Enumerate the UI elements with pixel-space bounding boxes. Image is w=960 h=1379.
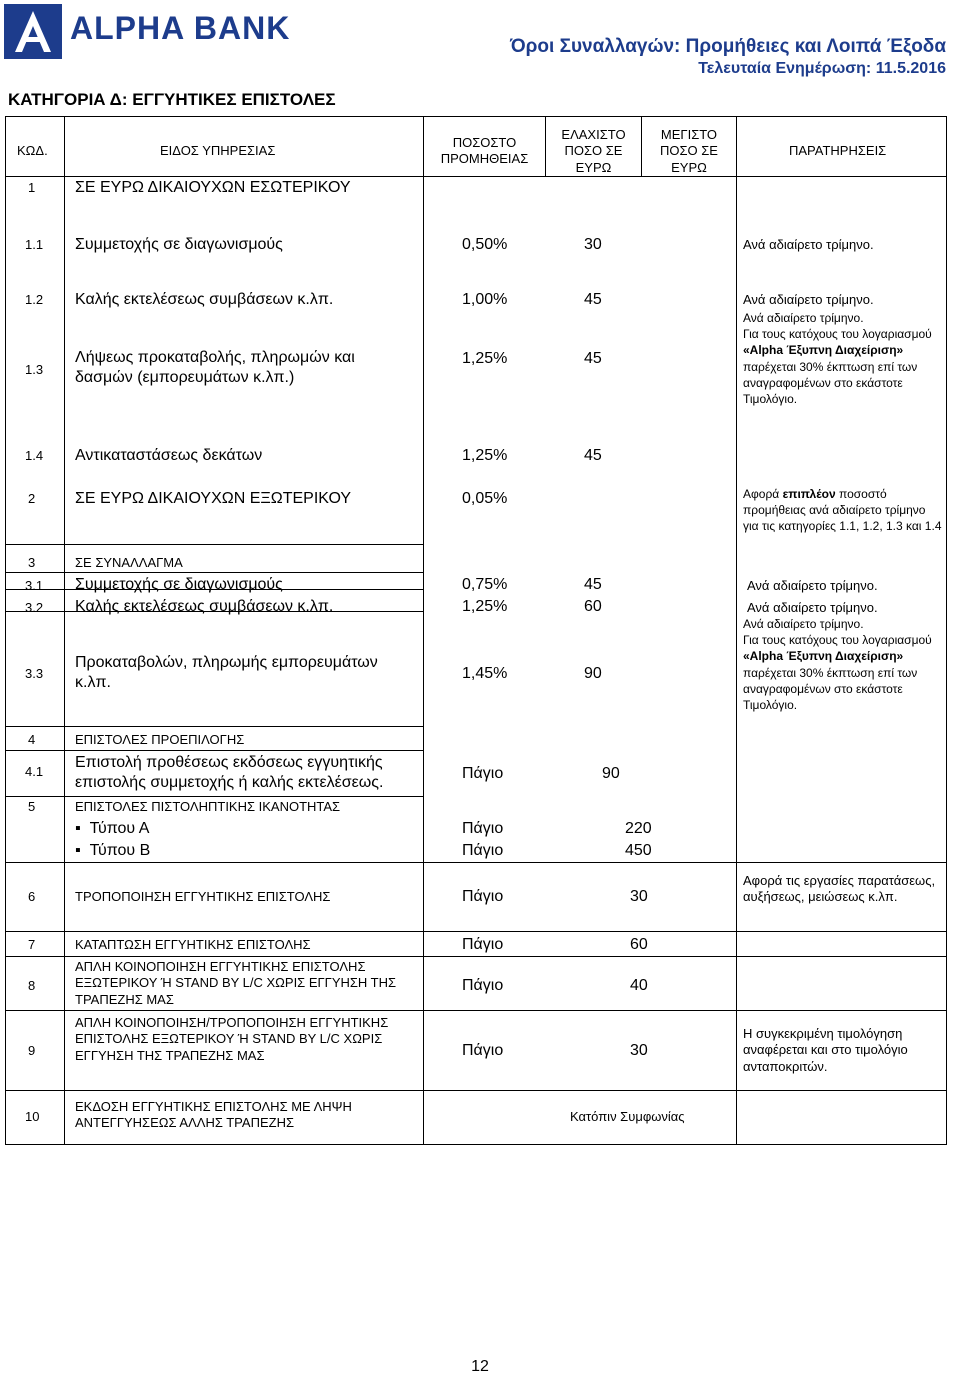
grid-line xyxy=(5,116,947,117)
bullet-item xyxy=(75,841,150,861)
bullet-icon: ▪ xyxy=(75,842,81,859)
note-text: Ανά αδιαίρετο τρίμηνο. xyxy=(743,617,864,631)
note-account-name: «Alpha Έξυπνη Διαχείριση» xyxy=(743,343,904,358)
grid-line xyxy=(545,116,546,176)
row-min: 30 xyxy=(630,888,648,905)
row-percent: Πάγιο xyxy=(462,888,504,905)
last-update: Τελευταία Ενημέρωση: 11.5.2016 xyxy=(698,60,946,77)
grid-line xyxy=(641,116,642,176)
category-title: ΚΑΤΗΓΟΡΙΑ Δ: ΕΓΓΥΗΤΙΚΕΣ ΕΠΙΣΤΟΛΕΣ xyxy=(8,90,336,109)
bullet-icon: ▪ xyxy=(75,820,81,837)
row-code: 5 xyxy=(28,799,36,814)
row-percent: 0,05% xyxy=(462,490,508,507)
row-service: Λήψεως προκαταβολής, πληρωμών και δασμών (εμπορευμάτων κ.λπ.) xyxy=(75,349,355,386)
row-service: Καλής εκτελέσεως συμβάσεων κ.λπ. xyxy=(75,598,334,615)
row-service: Συμμετοχής σε διαγωνισμούς xyxy=(75,236,283,253)
row-service: ΕΠΙΣΤΟΛΕΣ ΠΡΟΕΠΙΛΟΓΗΣ xyxy=(75,732,245,747)
row-service: ΣΕ ΕΥΡΩ ΔΙΚΑΙΟΥΧΩΝ ΕΞΩΤΕΡΙΚΟΥ xyxy=(75,490,352,507)
row-percent: 1,25% xyxy=(462,598,508,615)
grid-line xyxy=(5,1144,947,1145)
row-percent: Πάγιο xyxy=(462,1042,504,1059)
row-percent: Πάγιο xyxy=(462,842,504,859)
grid-line xyxy=(946,116,947,1145)
row-code: 1 xyxy=(28,180,36,195)
row-note: Ανά αδιαίρετο τρίμηνο. xyxy=(747,578,878,593)
row-code: 6 xyxy=(28,889,36,904)
header-service: ΕΙΔΟΣ ΥΠΗΡΕΣΙΑΣ xyxy=(160,143,276,158)
row-code: 10 xyxy=(25,1109,40,1124)
row-percent: Πάγιο xyxy=(462,765,504,782)
header-code: ΚΩΔ. xyxy=(17,143,48,158)
row-code: 1.1 xyxy=(25,237,44,252)
grid-line xyxy=(5,544,424,545)
fees-table xyxy=(5,116,947,1145)
grid-line xyxy=(64,116,65,1145)
row-code: 1.4 xyxy=(25,448,44,463)
row-max: 220 xyxy=(625,820,652,837)
row-note: Ανά αδιαίρετο τρίμηνο. xyxy=(743,237,874,252)
row-min: 40 xyxy=(630,977,648,994)
row-percent: 1,25% xyxy=(462,447,508,464)
document-title: Όροι Συναλλαγών: Προμήθειες και Λοιπά Έξοδα xyxy=(510,36,946,57)
row-min: 45 xyxy=(584,291,602,308)
grid-line xyxy=(5,956,947,957)
row-percent: 1,25% xyxy=(462,350,508,367)
row-code: 3 xyxy=(28,555,36,570)
row-service: ΑΠΛΗ ΚΟΙΝΟΠΟΙΗΣΗ ΕΓΓΥΗΤΙΚΗΣ ΕΠΙΣΤΟΛΗΣ ΕΞΩΤΕΡΙΚΟΥ Ή STAND BY L/C ΧΩΡΙΣ ΕΓΓΥΗΣΗ ΤΗΣ ΤΡΑΠΕΖΗΣ ΜΑΣ xyxy=(75,959,397,1007)
header-max: ΜΕΓΙΣΤΟ ΠΟΣΟ ΣΕ ΕΥΡΩ xyxy=(660,127,718,175)
row-agreement: Κατόπιν Συμφωνίας xyxy=(570,1109,685,1124)
row-code: 9 xyxy=(28,1043,36,1058)
row-code: 7 xyxy=(28,937,36,952)
row-note xyxy=(743,616,943,713)
row-min: 90 xyxy=(584,665,602,682)
row-percent: 1,45% xyxy=(462,665,508,682)
grid-line xyxy=(5,1010,947,1011)
row-code: 4.1 xyxy=(25,764,44,779)
grid-line xyxy=(5,1090,947,1091)
row-service: ΤΡΟΠΟΠΟΙΗΣΗ ΕΓΓΥΗΤΙΚΗΣ ΕΠΙΣΤΟΛΗΣ xyxy=(75,889,331,904)
row-percent: 0,50% xyxy=(462,236,508,253)
grid-line xyxy=(5,796,424,797)
row-note: Ανά αδιαίρετο τρίμηνο. xyxy=(743,292,874,307)
note-emphasis: επιπλέον xyxy=(782,487,836,501)
note-text: Για τους κατόχους του λογαριασμού xyxy=(743,327,932,342)
row-service: Προκαταβολών, πληρωμής εμπορευμάτων κ.λπ. xyxy=(75,654,378,691)
row-note xyxy=(743,310,943,407)
header-notes: ΠΑΡΑΤΗΡΗΣΕΙΣ xyxy=(789,143,887,158)
note-account-name: «Alpha Έξυπνη Διαχείριση» xyxy=(743,649,904,664)
row-service: ΚΑΤΑΠΤΩΣΗ ΕΓΓΥΗΤΙΚΗΣ ΕΠΙΣΤΟΛΗΣ xyxy=(75,937,311,952)
row-code: 3.2 xyxy=(25,600,44,615)
header-percent: ΠΟΣΟΣΤΟ ΠΡΟΜΗΘΕΙΑΣ xyxy=(440,135,529,167)
row-code: 8 xyxy=(28,978,36,993)
row-percent: 0,75% xyxy=(462,576,508,593)
row-service: ΣΕ ΕΥΡΩ ΔΙΚΑΙΟΥΧΩΝ ΕΣΩΤΕΡΙΚΟΥ xyxy=(75,179,351,196)
row-service: ΣΕ ΣΥΝΑΛΛΑΓΜΑ xyxy=(75,555,183,570)
row-percent: Πάγιο xyxy=(462,977,504,994)
grid-line xyxy=(423,116,424,1145)
row-code: 3.1 xyxy=(25,578,44,593)
note-text: παρέχεται 30% έκπτωση επί των αναγραφομένων στο εκάστοτε Τιμολόγιο. xyxy=(743,359,918,406)
row-note xyxy=(743,486,943,535)
row-min: 60 xyxy=(584,598,602,615)
grid-line xyxy=(736,116,737,1145)
row-min: 30 xyxy=(630,1042,648,1059)
row-note: Αφορά τις εργασίες παρατάσεως, αυξήσεως, μειώσεως κ.λπ. xyxy=(743,873,936,905)
row-service: Καλής εκτελέσεως συμβάσεων κ.λπ. xyxy=(75,291,334,308)
row-service: Τύπου Β xyxy=(89,842,151,859)
grid-line xyxy=(5,726,424,727)
row-min: 45 xyxy=(584,576,602,593)
row-code: 1.3 xyxy=(25,362,44,377)
note-text: Ανά αδιαίρετο τρίμηνο. xyxy=(743,311,864,325)
grid-line xyxy=(5,116,6,1145)
row-percent: Πάγιο xyxy=(462,936,504,953)
note-text: Για τους κατόχους του λογαριασμού xyxy=(743,633,932,648)
note-text: Αφορά xyxy=(743,487,780,501)
grid-line xyxy=(5,862,947,863)
row-service: ΕΚΔΟΣΗ ΕΓΓΥΗΤΙΚΗΣ ΕΠΙΣΤΟΛΗΣ ΜΕ ΛΗΨΗ ΑΝΤΕΓΓΥΗΣΕΩΣ ΑΛΛΗΣ ΤΡΑΠΕΖΗΣ xyxy=(75,1099,352,1131)
grid-line xyxy=(5,931,947,932)
row-max: 450 xyxy=(625,842,652,859)
grid-line xyxy=(5,176,947,177)
row-code: 3.3 xyxy=(25,666,44,681)
row-service: ΕΠΙΣΤΟΛΕΣ ΠΙΣΤΟΛΗΠΤΙΚΗΣ ΙΚΑΝΟΤΗΤΑΣ xyxy=(75,799,341,814)
row-service: ΑΠΛΗ ΚΟΙΝΟΠΟΙΗΣΗ/ΤΡΟΠΟΠΟΙΗΣΗ ΕΓΓΥΗΤΙΚΗΣ ΕΠΙΣΤΟΛΗΣ ΕΞΩΤΕΡΙΚΟΥ Ή STAND BY L/C ΧΩΡΙΣ ΕΓΓΥΗΣΗ ΤΗΣ ΤΡΑΠΕΖΗΣ ΜΑΣ xyxy=(75,1015,389,1063)
bullet-item xyxy=(75,819,149,839)
row-min: 90 xyxy=(602,765,620,782)
row-note: Ανά αδιαίρετο τρίμηνο. xyxy=(747,600,878,615)
row-service: Αντικαταστάσεως δεκάτων xyxy=(75,447,263,464)
row-service: Συμμετοχής σε διαγωνισμούς xyxy=(75,576,283,593)
row-note: Η συγκεκριμένη τιμολόγηση αναφέρεται και στο τιμολόγιο ανταποκριτών. xyxy=(743,1026,908,1074)
grid-line xyxy=(5,750,424,751)
bank-name: ALPHA BANK xyxy=(70,10,291,46)
row-min: 45 xyxy=(584,350,602,367)
row-code: 4 xyxy=(28,732,36,747)
row-code: 1.2 xyxy=(25,292,44,307)
grid-line xyxy=(5,572,424,573)
note-text: ποσοστό προμήθειας ανά αδιαίρετο τρίμηνο για τις κατηγορίες 1.1, 1.2, 1.3 και 1.4 xyxy=(743,487,942,534)
note-text: παρέχεται 30% έκπτωση επί των αναγραφομένων στο εκάστοτε Τιμολόγιο. xyxy=(743,665,918,712)
row-min: 30 xyxy=(584,236,602,253)
row-min: 45 xyxy=(584,447,602,464)
row-service: Επιστολή προθέσεως εκδόσεως εγγυητικής επιστολής συμμετοχής ή καλής εκτελέσεως. xyxy=(75,754,384,791)
alpha-bank-logo xyxy=(4,4,62,59)
page-number: 12 xyxy=(471,1358,489,1375)
row-min: 60 xyxy=(630,936,648,953)
header-min: ΕΛΑΧΙΣΤΟ ΠΟΣΟ ΣΕ ΕΥΡΩ xyxy=(561,127,626,175)
row-service: Τύπου Α xyxy=(89,820,150,837)
row-code: 2 xyxy=(28,491,36,506)
row-percent: 1,00% xyxy=(462,291,508,308)
row-percent: Πάγιο xyxy=(462,820,504,837)
